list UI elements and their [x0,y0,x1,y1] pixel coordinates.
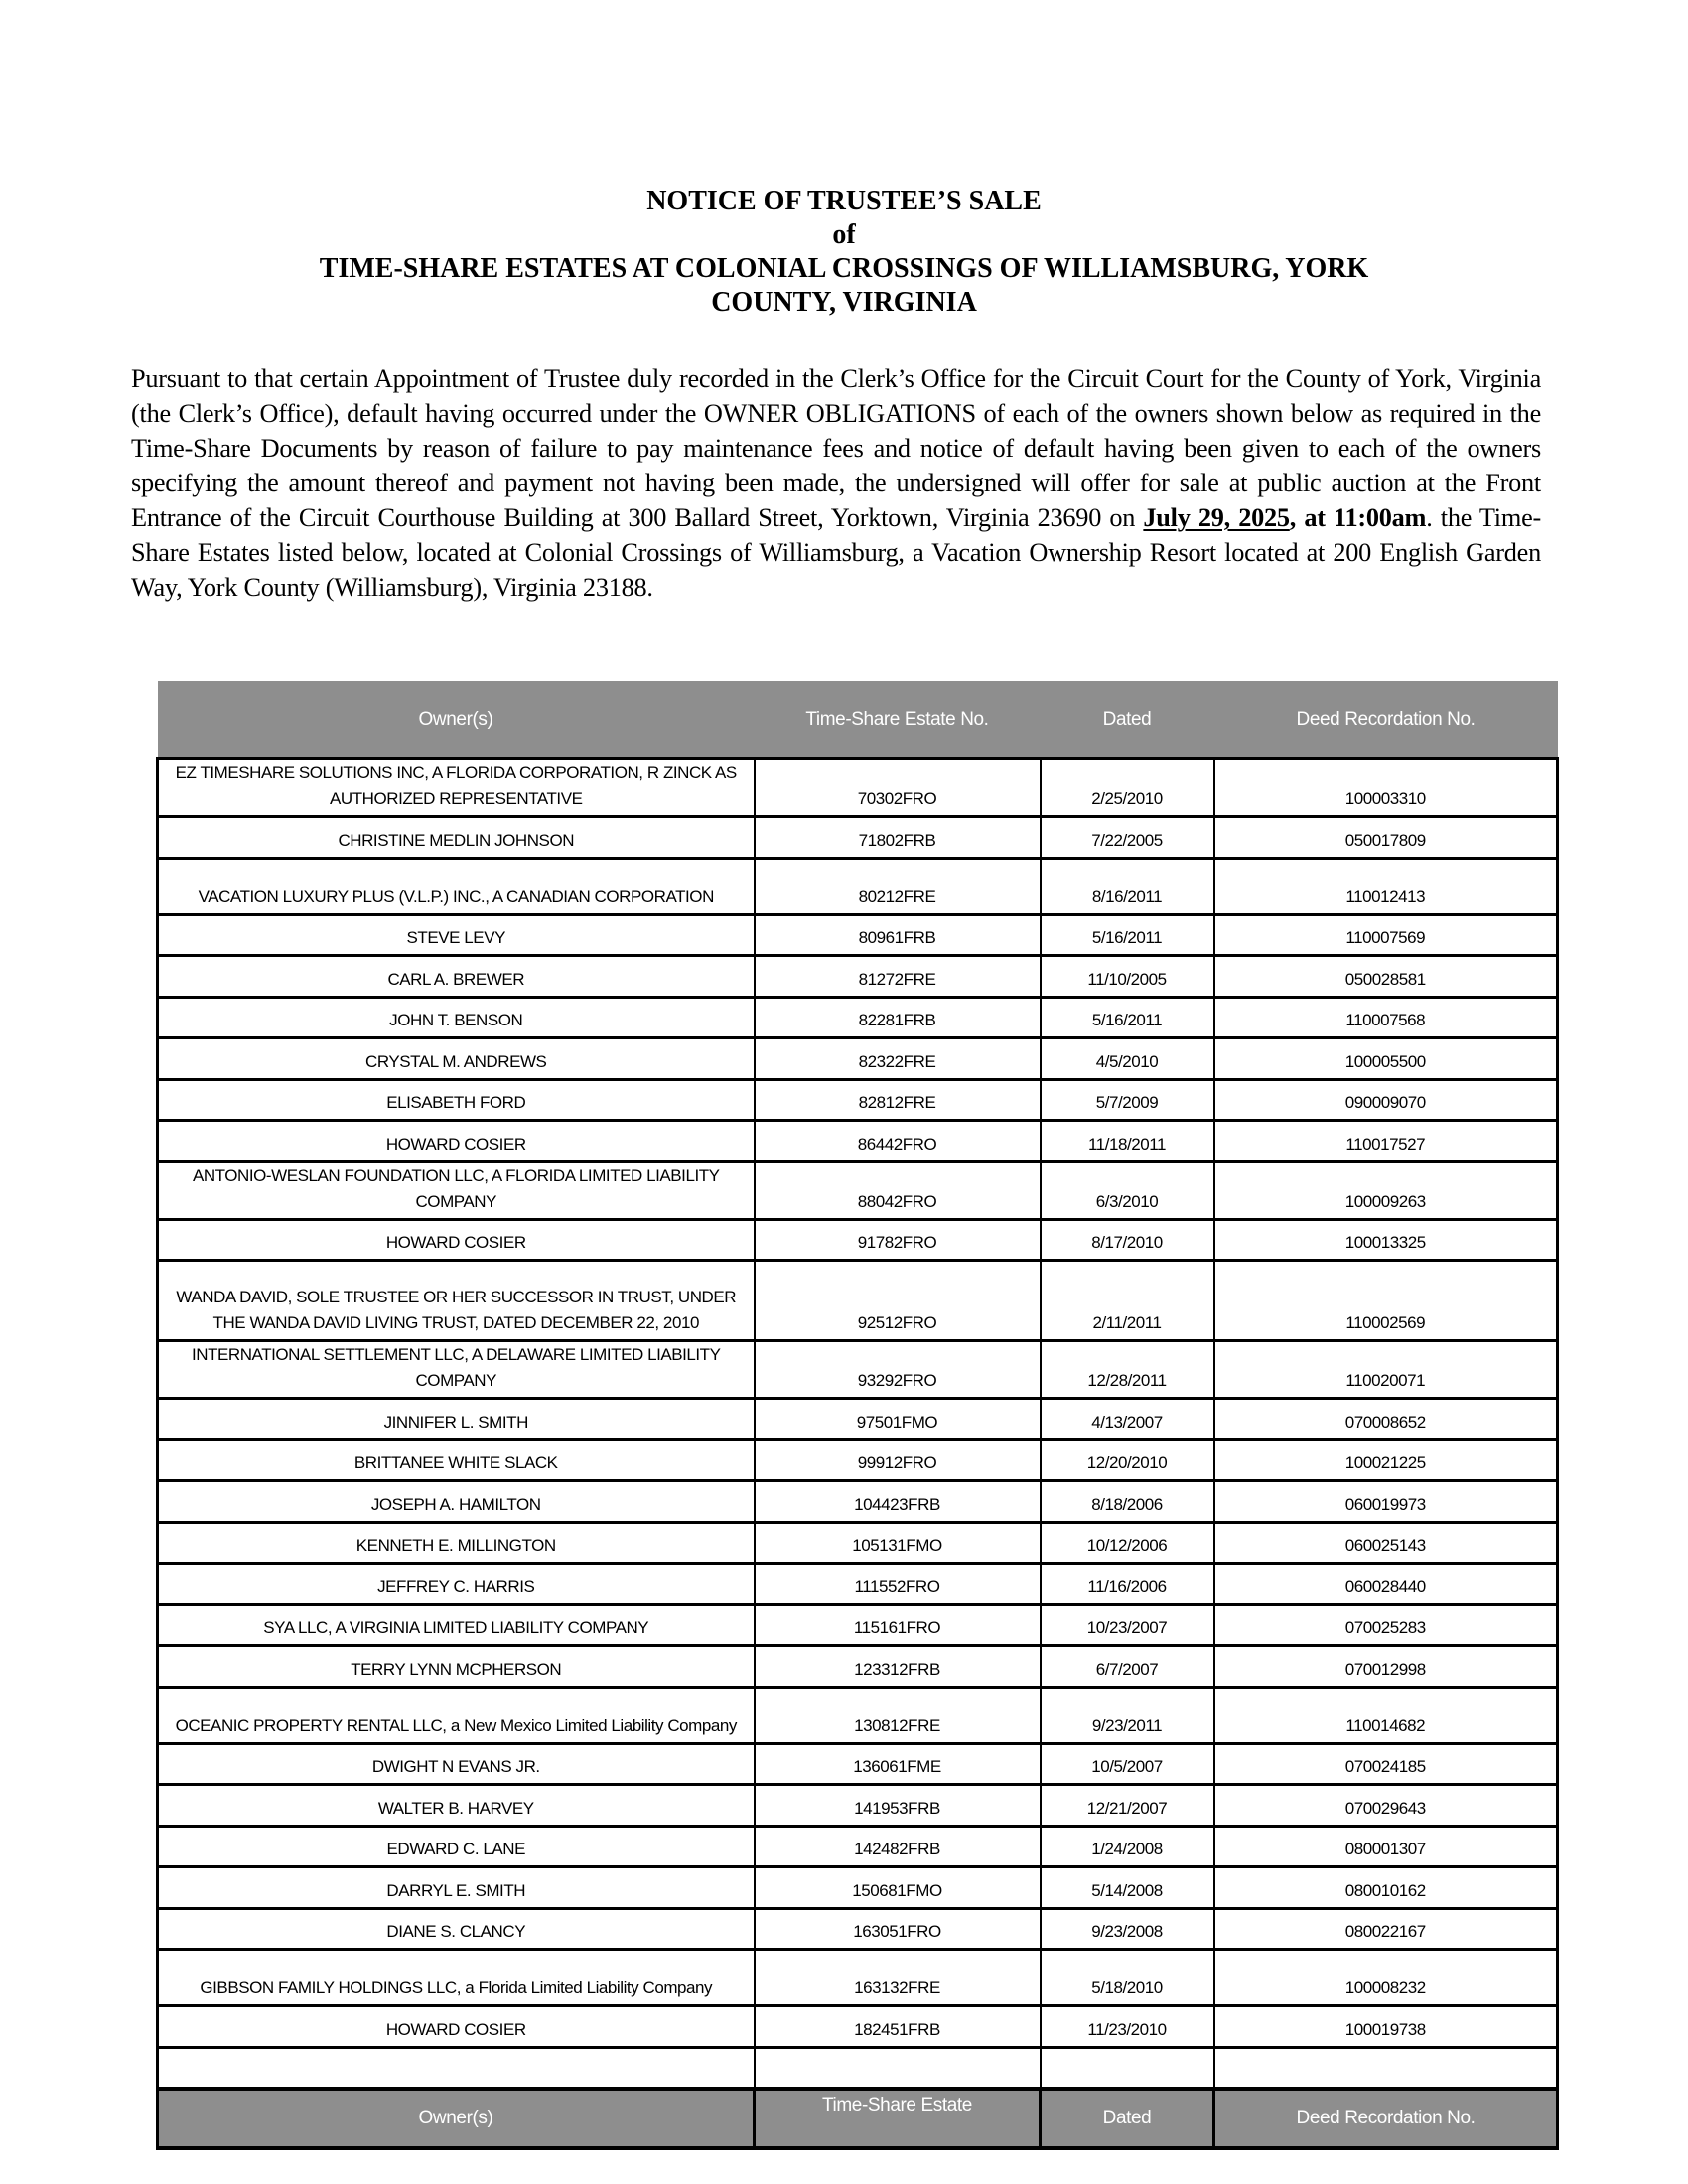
cell-owner: WALTER B. HARVEY [158,1785,755,1827]
empty-cell [1041,2047,1214,2089]
table-row [158,1399,1558,1440]
cell-deed: 100009263 [1214,1161,1558,1219]
cell-owner: BRITTANEE WHITE SLACK [158,1439,755,1481]
cell-dated: 2/25/2010 [1041,759,1214,817]
cell-dated: 8/17/2010 [1041,1219,1214,1261]
cell-dated: 9/23/2008 [1041,1908,1214,1950]
cell-dated: 10/5/2007 [1041,1743,1214,1785]
cell-estate: 123312FRB [755,1646,1041,1688]
table-row [158,1950,1558,2006]
table-footer-header [158,2089,1558,2148]
column-header-owner: Owner(s) [158,681,755,759]
column-header-estate: Time-Share Estate No. [755,681,1041,759]
empty-cell [1214,2047,1558,2089]
cell-dated: 10/23/2007 [1041,1604,1214,1646]
cell-owner: WANDA DAVID, SOLE TRUSTEE OR HER SUCCESSOR IN TRUST, UNDER THE WANDA DAVID LIVING TRUST, DATED DECEMBER 22, 2010 [158,1261,755,1341]
cell-dated: 12/20/2010 [1041,1439,1214,1481]
table-row [158,1522,1558,1564]
cell-dated: 5/18/2010 [1041,1950,1214,2006]
cell-owner: CRYSTAL M. ANDREWS [158,1038,755,1080]
cell-estate: 86442FRO [755,1121,1041,1162]
notice-title [0,185,1688,320]
cell-owner: HOWARD COSIER [158,1219,755,1261]
cell-deed: 070029643 [1214,1785,1558,1827]
cell-deed: 110014682 [1214,1687,1558,1743]
cell-estate: 105131FMO [755,1522,1041,1564]
table-row [158,817,1558,859]
cell-owner: GIBBSON FAMILY HOLDINGS LLC, a Florida Limited Liability Company [158,1950,755,2006]
cell-estate: 99912FRO [755,1439,1041,1481]
table-row [158,1439,1558,1481]
cell-owner: VACATION LUXURY PLUS (V.L.P.) INC., A CANADIAN CORPORATION [158,858,755,914]
cell-dated: 4/5/2010 [1041,1038,1214,1080]
cell-owner: EDWARD C. LANE [158,1826,755,1867]
cell-deed: 100003310 [1214,759,1558,817]
cell-dated: 12/28/2011 [1041,1341,1214,1399]
sale-date: July 29, 2025 [1143,503,1290,532]
cell-owner: OCEANIC PROPERTY RENTAL LLC, a New Mexico Limited Liability Company [158,1687,755,1743]
cell-dated: 5/7/2009 [1041,1079,1214,1121]
cell-estate: 163051FRO [755,1908,1041,1950]
empty-cell [158,2047,755,2089]
table-row [158,1743,1558,1785]
table-row [158,1161,1558,1219]
empty-row [158,2047,1558,2089]
cell-estate: 80212FRE [755,858,1041,914]
table-row [158,1121,1558,1162]
table-row [158,759,1558,817]
table-row [158,1038,1558,1080]
cell-dated: 4/13/2007 [1041,1399,1214,1440]
cell-deed: 110017527 [1214,1121,1558,1162]
table-row [158,1867,1558,1909]
footer-header-deed: Deed Recordation No. [1214,2089,1558,2148]
empty-cell [755,2047,1041,2089]
paragraph-text-after: . the Time-Share Estates listed below, located at Colonial Crossings of Williamsburg, a Vacation Ownership Resort located at 200 English Garden Way, York County (Williamsburg), Virginia 23188. [131,503,1541,602]
cell-deed: 050028581 [1214,956,1558,998]
cell-estate: 182451FRB [755,2006,1041,2048]
cell-estate: 80961FRB [755,914,1041,956]
cell-deed: 110012413 [1214,858,1558,914]
cell-estate: 82281FRB [755,997,1041,1038]
cell-owner: KENNETH E. MILLINGTON [158,1522,755,1564]
cell-dated: 10/12/2006 [1041,1522,1214,1564]
cell-deed: 100008232 [1214,1950,1558,2006]
cell-owner: HOWARD COSIER [158,1121,755,1162]
cell-deed: 060025143 [1214,1522,1558,1564]
properties-table [156,681,1559,2150]
cell-dated: 11/23/2010 [1041,2006,1214,2048]
cell-dated: 6/7/2007 [1041,1646,1214,1688]
cell-dated: 11/18/2011 [1041,1121,1214,1162]
footer-header-owner: Owner(s) [158,2089,755,2148]
table-row [158,1564,1558,1605]
cell-deed: 100019738 [1214,2006,1558,2048]
cell-deed: 080001307 [1214,1826,1558,1867]
cell-deed: 100021225 [1214,1439,1558,1481]
title-line-4: COUNTY, VIRGINIA [711,287,977,318]
cell-owner: STEVE LEVY [158,914,755,956]
footer-header-dated: Dated [1041,2089,1214,2148]
cell-estate: 97501FMO [755,1399,1041,1440]
footer-header-estate: Time-Share Estate [755,2089,1041,2148]
cell-dated: 2/11/2011 [1041,1261,1214,1341]
cell-dated: 9/23/2011 [1041,1687,1214,1743]
cell-owner: ANTONIO-WESLAN FOUNDATION LLC, A FLORIDA LIMITED LIABILITY COMPANY [158,1161,755,1219]
cell-dated: 5/16/2011 [1041,997,1214,1038]
cell-estate: 71802FRB [755,817,1041,859]
table-row [158,1261,1558,1341]
cell-estate: 92512FRO [755,1261,1041,1341]
cell-deed: 060019973 [1214,1481,1558,1523]
cell-owner: DIANE S. CLANCY [158,1908,755,1950]
cell-deed: 110002569 [1214,1261,1558,1341]
table-row [158,1687,1558,1743]
cell-deed: 070012998 [1214,1646,1558,1688]
table-body [158,759,1558,2090]
cell-estate: 141953FRB [755,1785,1041,1827]
cell-deed: 100013325 [1214,1219,1558,1261]
cell-owner: TERRY LYNN MCPHERSON [158,1646,755,1688]
cell-deed: 110020071 [1214,1341,1558,1399]
cell-dated: 11/10/2005 [1041,956,1214,998]
cell-dated: 5/16/2011 [1041,914,1214,956]
cell-owner: DARRYL E. SMITH [158,1867,755,1909]
column-header-dated: Dated [1041,681,1214,759]
cell-deed: 070024185 [1214,1743,1558,1785]
cell-estate: 82812FRE [755,1079,1041,1121]
table-row [158,1908,1558,1950]
cell-owner: JEFFREY C. HARRIS [158,1564,755,1605]
title-line-1: NOTICE OF TRUSTEE’S SALE [646,186,1042,216]
cell-dated: 6/3/2010 [1041,1161,1214,1219]
cell-estate: 136061FME [755,1743,1041,1785]
cell-deed: 110007569 [1214,914,1558,956]
table-row [158,1646,1558,1688]
cell-deed: 080010162 [1214,1867,1558,1909]
cell-deed: 100005500 [1214,1038,1558,1080]
cell-dated: 12/21/2007 [1041,1785,1214,1827]
cell-estate: 111552FRO [755,1564,1041,1605]
cell-deed: 080022167 [1214,1908,1558,1950]
cell-dated: 7/22/2005 [1041,817,1214,859]
cell-deed: 050017809 [1214,817,1558,859]
table-row [158,1826,1558,1867]
table-row [158,1079,1558,1121]
cell-dated: 8/16/2011 [1041,858,1214,914]
cell-owner: ELISABETH FORD [158,1079,755,1121]
notice-paragraph [131,361,1541,605]
cell-estate: 88042FRO [755,1161,1041,1219]
cell-deed: 070025283 [1214,1604,1558,1646]
cell-dated: 5/14/2008 [1041,1867,1214,1909]
cell-estate: 82322FRE [755,1038,1041,1080]
table-row [158,1481,1558,1523]
column-header-deed: Deed Recordation No. [1214,681,1558,759]
table-row [158,997,1558,1038]
cell-owner: EZ TIMESHARE SOLUTIONS INC, A FLORIDA CORPORATION, R ZINCK AS AUTHORIZED REPRESENTATIVE [158,759,755,817]
cell-owner: JOHN T. BENSON [158,997,755,1038]
title-line-2: of [832,219,856,250]
cell-owner: SYA LLC, A VIRGINIA LIMITED LIABILITY COMPANY [158,1604,755,1646]
sale-time: , at 11:00am [1289,503,1427,532]
cell-deed: 090009070 [1214,1079,1558,1121]
cell-estate: 91782FRO [755,1219,1041,1261]
cell-estate: 150681FMO [755,1867,1041,1909]
cell-estate: 142482FRB [755,1826,1041,1867]
table-row [158,858,1558,914]
cell-estate: 70302FRO [755,759,1041,817]
cell-dated: 1/24/2008 [1041,1826,1214,1867]
paragraph-text-before: Pursuant to that certain Appointment of Trustee duly recorded in the Clerk’s Office for the Circuit Court for the County of York, Virginia (the Clerk’s Office), default having occurred under the OWNER OBLIGATIONS of each of the owners shown below as required in the Time-Share Documents by reason of failure to pay maintenance fees and notice of default having been given to each of the owners specifying the amount thereof and payment not having been made, the undersigned will offer for sale at public auction at the Front Entrance of the Circuit Courthouse Building at 300 Ballard Street, Yorktown, Virginia 23690 on [131,364,1541,532]
table-row [158,914,1558,956]
table-row [158,956,1558,998]
cell-owner: JOSEPH A. HAMILTON [158,1481,755,1523]
cell-owner: JINNIFER L. SMITH [158,1399,755,1440]
cell-owner: DWIGHT N EVANS JR. [158,1743,755,1785]
cell-estate: 115161FRO [755,1604,1041,1646]
cell-deed: 070008652 [1214,1399,1558,1440]
cell-owner: CHRISTINE MEDLIN JOHNSON [158,817,755,859]
title-line-3: TIME-SHARE ESTATES AT COLONIAL CROSSINGS OF WILLIAMSBURG, YORK [319,253,1369,284]
cell-deed: 110007568 [1214,997,1558,1038]
cell-dated: 8/18/2006 [1041,1481,1214,1523]
cell-deed: 060028440 [1214,1564,1558,1605]
cell-owner: INTERNATIONAL SETTLEMENT LLC, A DELAWARE LIMITED LIABILITY COMPANY [158,1341,755,1399]
cell-owner: CARL A. BREWER [158,956,755,998]
table-row [158,2006,1558,2048]
table-row [158,1604,1558,1646]
table-row [158,1341,1558,1399]
cell-owner: HOWARD COSIER [158,2006,755,2048]
cell-dated: 11/16/2006 [1041,1564,1214,1605]
table-row [158,1785,1558,1827]
cell-estate: 104423FRB [755,1481,1041,1523]
table-header [158,681,1558,759]
cell-estate: 130812FRE [755,1687,1041,1743]
cell-estate: 163132FRE [755,1950,1041,2006]
cell-estate: 81272FRE [755,956,1041,998]
table-row [158,1219,1558,1261]
cell-estate: 93292FRO [755,1341,1041,1399]
